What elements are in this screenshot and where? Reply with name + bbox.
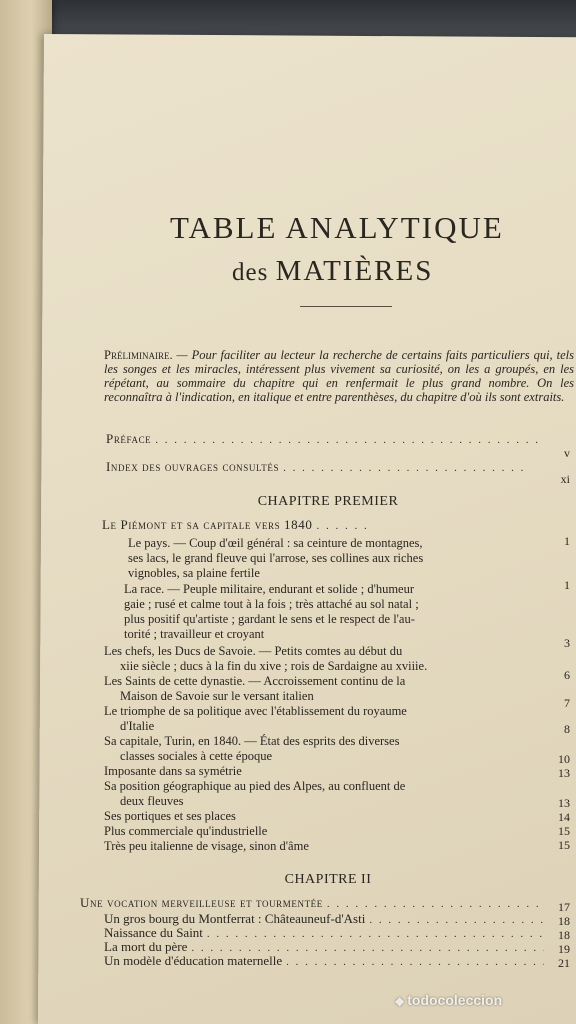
toc-entry: Naissance du Saint . . . [104,926,548,941]
chapter-heading: CHAPITRE II [284,872,372,887]
preliminary-note: Préliminaire. — Pour faciliter au lecteur la recherche de certains faits particuliers qui, tels les songes et les miracles, intéressent plus vivement sa curiosité, on les a groupés, en les répétant, au sommaire du chapitre qui en renfermait le plus grand nombre. On les reconnaîtra à l'indication, en italique et entre parenthèses, du chapitre d'où ils sont extraits. [104,348,574,404]
page-number: 15 [558,824,570,838]
page-number: 8 [564,722,570,736]
page-number: 18 [558,914,570,928]
page-number: 1 [564,534,570,548]
toc-entry-main: Une vocation merveilleuse et tourmentée . . . [80,896,548,911]
title-rule [300,306,392,307]
chapter-heading: CHAPITRE PREMIER [257,494,399,509]
page-number: 14 [558,810,570,824]
toc-entry: La mort du père . . . [104,940,548,955]
page-number: 15 [558,838,570,852]
toc-entry-index: Index des ouvrages consultés . . . [106,460,530,475]
page-number: 10 [558,752,570,766]
tag-icon: ◆ [395,994,405,1008]
page-number: 13 [558,766,570,780]
watermark-logo: ◆ todocoleccion [395,992,503,1008]
toc-entry: Un modèle d'éducation maternelle . . . [104,954,548,969]
page-number: 19 [558,942,570,956]
toc-entry: Un gros bourg du Montferrat : Châteauneuf-d'Asti . . . [104,912,548,927]
page-number: 18 [558,928,570,942]
page-title: TABLE ANALYTIQUE [170,210,504,245]
page-number: 6 [564,668,570,682]
chapter1-turin: Sa capitale, Turin, en 1840. — État des esprits des diverses classes sociales à cette époque Imposante dans sa symétrie Sa position géographique au pied des Alpes, au confluent de deux fleuves Ses portiques et ses places Plus commerciale qu'industrielle Très peu italienne de visage, sinon d'âme [104,734,406,853]
page-number: 21 [558,956,570,970]
chapter1-chefs: Les chefs, les Ducs de Savoie. — Petits comtes au début du xiie siècle ; ducs à la fin du xive ; rois de Sardaigne au xviiie. Les Saints de cette dynastie. — Accroissement continu de la Maison de Savoie sur le versant italien Le triomphe de sa politique avec l'établissement du royaume d'Italie [104,644,428,733]
page-number: 17 [558,900,570,914]
toc-entry-preface: Préface . . . [106,432,546,447]
page-number: 1 [564,578,570,592]
page-number: xi [560,472,570,486]
page-number: 3 [564,636,570,650]
chapter1-race: La race. — Peuple militaire, endurant et solide ; d'humeur gaie ; rusé et calme tout à la fois ; très attaché au sol natal ; plus positif qu'artiste ; gardant le sens et le respect de l'au- torité ; travailleur et croyant [124,582,419,641]
page-number: 13 [558,796,570,810]
page-number: 7 [564,696,570,710]
chapter1-lines: Le pays. — Coup d'œil général : sa ceinture de montagnes, ses lacs, le grand fleuve qui l'arrose, ses collines aux riches vignobles, sa plaine fertile [128,536,424,580]
page-number: v [564,446,570,460]
toc-entry-main: Le Piémont et sa capitale vers 1840 . . . [102,518,372,533]
page-subtitle: des MATIÈRES [232,255,434,287]
